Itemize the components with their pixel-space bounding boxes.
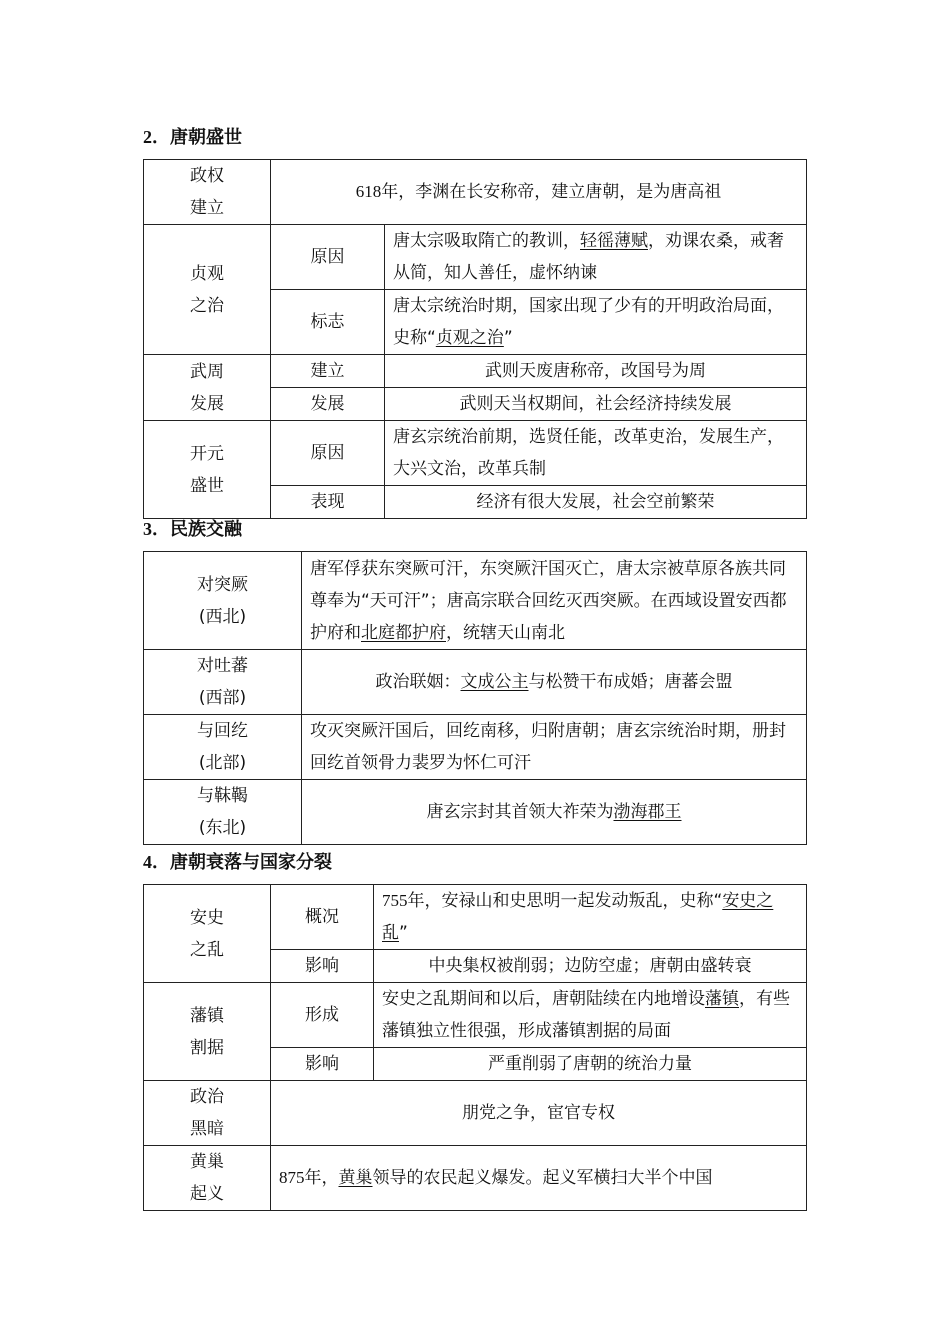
- text-run: 年，李渊在长安称帝，建立唐朝，是为唐高祖: [381, 182, 722, 202]
- text-run: 武则天当权期间，社会经济持续发展: [459, 394, 732, 414]
- text-run: 唐军俘获东突厥可汗，东突厥汗国灭亡，唐太宗被草原各族共同尊奉为“天可汗”；唐高宗联合回纥灭西突厥。在西域设置安西都护府和: [310, 558, 787, 643]
- label-line: 割据: [190, 1037, 224, 1058]
- label-line: 开元: [190, 443, 224, 464]
- content-cell: [374, 950, 807, 983]
- sub-label: 概况: [271, 885, 374, 950]
- row-label: [144, 715, 302, 780]
- text-run: 年，: [304, 1168, 339, 1188]
- text-run: 政治联姻：: [375, 672, 461, 692]
- row-label: [144, 780, 302, 845]
- table-tang-decline: [143, 884, 807, 1211]
- heading-text: ．唐朝衰落与国家分裂: [152, 852, 332, 873]
- text-run: 唐太宗吸取隋亡的教训，: [393, 231, 580, 251]
- text-run: 唐玄宗封其首领大祚荣为: [426, 802, 614, 822]
- row-label: [144, 421, 271, 519]
- label-line: 藩镇: [190, 1005, 224, 1026]
- content-cell: [385, 225, 807, 290]
- row-label: [144, 983, 271, 1081]
- label-line: 黑暗: [190, 1119, 224, 1139]
- table-tang-prosperity: [143, 159, 807, 519]
- heading-text: ．民族交融: [152, 519, 242, 540]
- label-line: 与回纥: [197, 721, 248, 741]
- label-line: 黄巢: [190, 1152, 224, 1172]
- text-run: 755: [382, 891, 408, 910]
- content-cell: [302, 650, 807, 715]
- sub-label: 建立: [271, 355, 385, 388]
- heading-number: 4: [143, 852, 152, 872]
- sub-label: 原因: [271, 421, 385, 486]
- label-line: 起义: [190, 1184, 224, 1204]
- text-run: 中央集权被削弱；边防空虚；唐朝由盛转衰: [428, 956, 752, 976]
- content-cell: [385, 486, 807, 519]
- label-line: 建立: [190, 198, 224, 218]
- label-line: 安史: [190, 907, 224, 928]
- key-term: 北庭都护府: [361, 622, 446, 643]
- text-run: 经济有很大发展，社会空前繁荣: [476, 492, 715, 512]
- text-run: ”: [503, 328, 513, 348]
- label-line: 发展: [190, 393, 224, 414]
- heading-number: 2: [143, 127, 152, 147]
- label-line: 对吐蕃: [197, 656, 248, 676]
- text-run: 875: [279, 1168, 305, 1187]
- text-run: 朋党之争，宦官专权: [462, 1103, 615, 1123]
- sub-label: 影响: [271, 1048, 374, 1081]
- row-label: [144, 1081, 271, 1146]
- text-run: 武则天废唐称帝，改国号为周: [485, 361, 706, 381]
- sub-label: 影响: [271, 950, 374, 983]
- content-cell: [271, 1146, 807, 1211]
- label-line: 与靺鞨: [197, 786, 248, 806]
- row-label: [144, 885, 271, 983]
- text-run: 严重削弱了唐朝的统治力量: [488, 1054, 692, 1074]
- sub-label: 形成: [271, 983, 374, 1048]
- text-run: 攻灭突厥汗国后，回纥南移，归附唐朝；唐玄宗统治时期，册封回纥首领骨力裴罗为怀仁可汗: [310, 721, 786, 773]
- row-label: [144, 225, 271, 355]
- row-label: [144, 160, 271, 225]
- section-heading-4: [143, 850, 332, 875]
- text-run: 618: [355, 182, 382, 201]
- heading-text: ．唐朝盛世: [152, 127, 242, 148]
- label-line: 政权: [190, 166, 224, 186]
- section-heading-2: [143, 125, 242, 150]
- text-run: 唐玄宗统治前期，选贤任能，改革吏治，发展生产，大兴文治，改革兵制: [393, 427, 784, 479]
- row-label: [144, 355, 271, 421]
- text-run: 年，安禄山和史思明一起发动叛乱，史称“: [407, 891, 723, 911]
- label-line: (西部): [198, 688, 247, 708]
- label-line: 对突厥: [197, 574, 248, 595]
- text-run: ，有些藩镇独立性很强，形成藩镇割据的局面: [382, 989, 790, 1041]
- text-run: ”: [399, 923, 408, 943]
- row-label: [144, 1146, 271, 1211]
- text-run: ，统辖天山南北: [446, 622, 565, 643]
- label-line: 武周: [190, 361, 224, 382]
- section-heading-3: [143, 517, 242, 542]
- content-cell: [302, 715, 807, 780]
- text-run: 安史之乱期间和以后，唐朝陆续在内地增设: [382, 989, 705, 1009]
- sub-label: 标志: [271, 290, 385, 355]
- label-line: 盛世: [190, 475, 224, 496]
- content-cell: [271, 1081, 807, 1146]
- heading-number: 3: [143, 519, 152, 539]
- row-label: [144, 650, 302, 715]
- text-run: 与松赞干布成婚；唐蕃会盟: [528, 672, 733, 692]
- label-line: 之乱: [190, 939, 224, 960]
- content-cell: [374, 1048, 807, 1081]
- key-term: 渤海郡王: [613, 802, 682, 822]
- sub-label: 发展: [271, 388, 385, 421]
- text-run: ，劝课农桑，戒奢从简，知人善任，虚怀纳谏: [393, 231, 784, 283]
- label-line: (东北): [198, 818, 247, 838]
- key-term: 贞观之治: [435, 328, 504, 348]
- key-term: 安史之乱: [382, 891, 774, 943]
- sub-label: 表现: [271, 486, 385, 519]
- key-term: 藩镇: [705, 989, 739, 1009]
- key-term: 黄巢: [338, 1168, 373, 1188]
- label-line: (北部): [198, 753, 247, 773]
- content-cell: [302, 552, 807, 650]
- content-cell: [385, 388, 807, 421]
- label-line: 政治: [190, 1087, 224, 1107]
- content-cell: [271, 160, 807, 225]
- content-cell: [302, 780, 807, 845]
- sub-label: 原因: [271, 225, 385, 290]
- label-line: (西北): [198, 606, 247, 627]
- content-cell: [374, 983, 807, 1048]
- table-ethnic-integration: [143, 551, 807, 845]
- text-run: 唐太宗统治时期，国家出现了少有的开明政治局面，史称“: [393, 296, 784, 348]
- content-cell: [385, 421, 807, 486]
- content-cell: [385, 290, 807, 355]
- content-cell: [385, 355, 807, 388]
- key-term: 轻徭薄赋: [580, 231, 648, 251]
- content-cell: [374, 885, 807, 950]
- label-line: 之治: [190, 295, 224, 316]
- key-term: 文成公主: [460, 672, 529, 692]
- label-line: 贞观: [190, 263, 224, 284]
- text-run: 领导的农民起义爆发。起义军横扫大半个中国: [372, 1168, 713, 1188]
- row-label: [144, 552, 302, 650]
